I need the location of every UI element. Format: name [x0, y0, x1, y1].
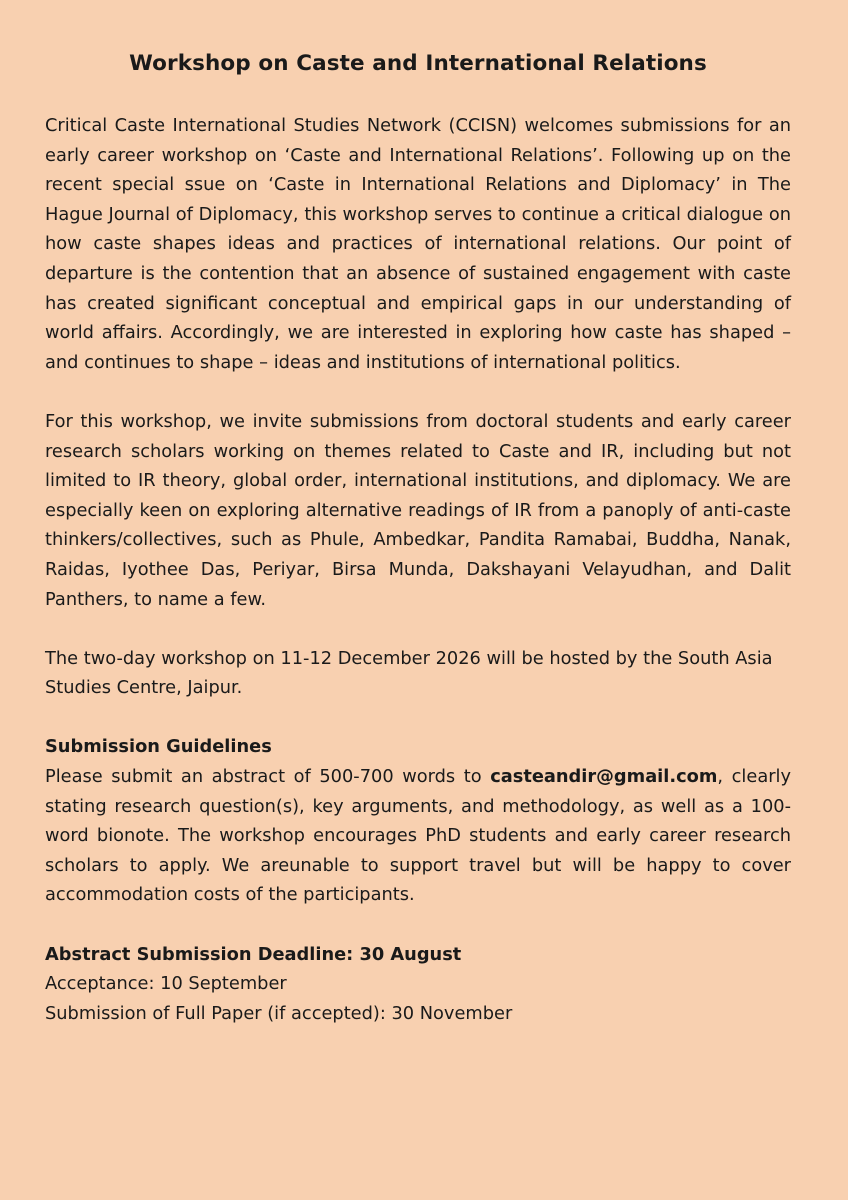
full-paper-date: Submission of Full Paper (if accepted): 30 November [45, 1002, 513, 1024]
contact-email-link[interactable]: casteandir@gmail.com [490, 766, 718, 788]
guidelines-paragraph [45, 762, 791, 910]
guidelines-text-start: Please submit an abstract of 500-700 words to [45, 766, 491, 788]
guidelines-text-end: , clearly stating research question(s), key arguments, and methodology, as well as a 100-word bionote. The workshop encourages PhD students and early career research scholars to apply. We areunable to support travel but will be happy to cover accommodation costs of the participants. [45, 766, 791, 906]
invitation-paragraph: For this workshop, we invite submissions from doctoral students and early career research scholars working on themes related to Caste and IR, including but not limited to IR theory, global order, international institutions, and diplomacy. We are especially keen on exploring alternative readings of IR from a panoply of anti-caste thinkers/collectives, such as Phule, Ambedkar, Pandita Ramabai, Buddha, Nanak, Raidas, Iyothee Das, Periyar, Birsa Munda, Dakshayani Velayudhan, and Dalit Panthers, to name a few. [45, 410, 791, 610]
guidelines-heading: Submission Guidelines [45, 736, 272, 758]
submission-guidelines-section [45, 732, 791, 910]
document-title: Workshop on Caste and International Relations [129, 51, 707, 76]
acceptance-date: Acceptance: 10 September [45, 973, 287, 995]
dates-section [45, 940, 791, 1029]
abstract-deadline: Abstract Submission Deadline: 30 August [45, 943, 462, 965]
venue-paragraph: The two-day workshop on 11-12 December 2026 will be hosted by the South Asia Studies Centre, Jaipur. [45, 647, 773, 699]
intro-paragraph: Critical Caste International Studies Network (CCISN) welcomes submissions for an early career workshop on ‘Caste and International Relations’. Following up on the recent special ssue on ‘Caste in International Relations and Diplomacy’ in The Hague Journal of Diplomacy, this workshop serves to continue a critical dialogue on how caste shapes ideas and practices of international relations. Our point of departure is the contention that an absence of sustained engagement with caste has created significant conceptual and empirical gaps in our understanding of world affairs. Accordingly, we are interested in exploring how caste has shaped – and continues to shape – ideas and institutions of international politics. [45, 115, 791, 373]
